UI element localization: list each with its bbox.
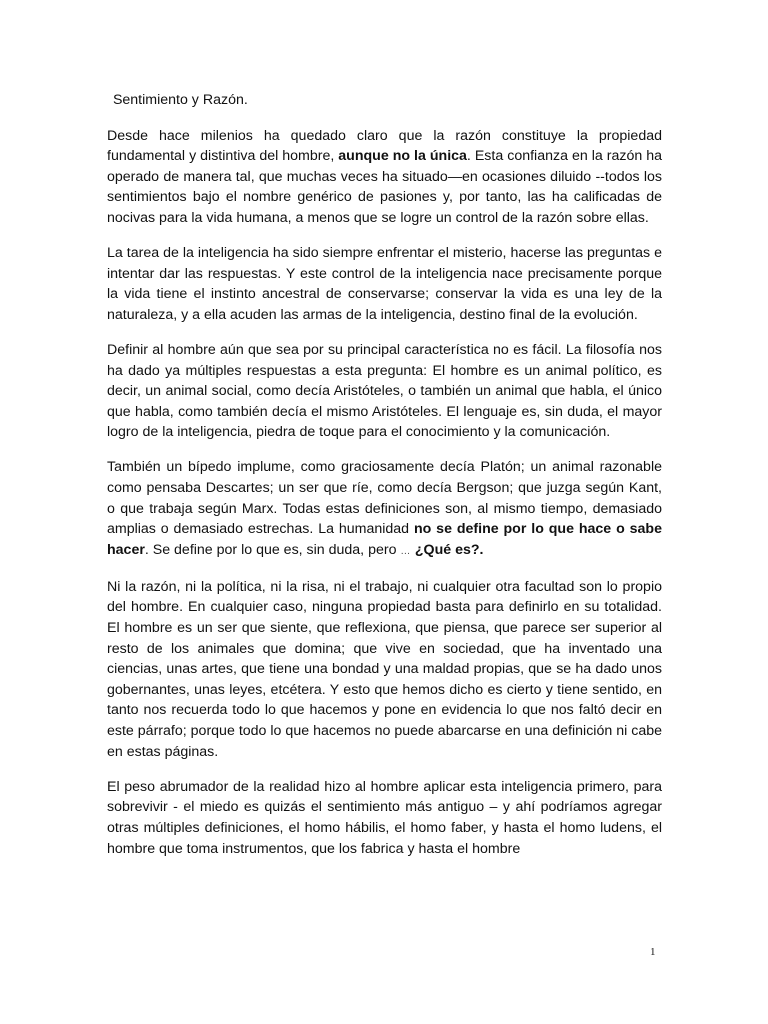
paragraph-4-ellipsis: …: [400, 545, 411, 557]
paragraph-4-bold: no se define por lo que hace o sabe hacer: [107, 521, 662, 558]
document-title: Sentimiento y Razón.: [109, 92, 248, 108]
paragraph-4: [107, 457, 662, 562]
paragraph-4-question: ¿Qué es?.: [414, 541, 484, 558]
paragraph-1-bold: aunque no la única: [338, 148, 467, 165]
paragraph-1: [107, 126, 662, 229]
paragraph-3: Definir al hombre aún que sea por su principal característica no es fácil. La filosofía nos ha dado ya múltiples respuestas a esta pregunta: El hombre es un animal político, es decir, un animal social, como decía Aristóteles, o también un animal que habla, el único que habla, como también decía el mismo Aristóteles. El lenguaje es, sin duda, el mayor logro de la inteligencia, piedra de toque para el conocimiento y la comunicación.: [107, 341, 662, 441]
paragraph-4-text-c: . Se define por lo que es, sin duda, pero: [144, 541, 401, 558]
paragraph-2: La tarea de la inteligencia ha sido siempre enfrentar el misterio, hacerse las preguntas e intentar dar las respuestas. Y este control de la inteligencia nace precisamente porque la vida tiene el instinto ancestral de conservarse; conservar la vida es una ley de la naturaleza, y a ella acuden las armas de la inteligencia, destino final de la evolución.: [107, 245, 662, 323]
paragraph-4-text-a: También un bípedo implume, como graciosamente decía Platón; un animal razonable como pensaba Descartes; un ser que ríe, como decía Bergson; que juzga según Kant, o que trabaja según Marx. Todas estas definiciones son, al mismo tiempo, demasiado amplias o demasiado estrechas. La humanidad: [107, 459, 662, 538]
paragraph-6: El peso abrumador de la realidad hizo al hombre aplicar esta inteligencia primero, para sobrevivir - el miedo es quizás el sentimiento más antiguo – y ahí podríamos agregar otras múltiples definiciones, el homo hábilis, el homo faber, y hasta el homo ludens, el hombre que toma instrumentos, que los fabrica y hasta el hombre: [107, 778, 662, 857]
page-number: 1: [650, 946, 656, 958]
paragraph-5: Ni la razón, ni la política, ni la risa, ni el trabajo, ni cualquier otra facultad son lo propio del hombre. En cualquier caso, ninguna propiedad basta para definirlo en su totalidad. El hombre es un ser que siente, que reflexiona, que piensa, que parece ser superior al resto de los animales que domina; que vive en sociedad, que ha inventado una ciencias, unas artes, que tiene una bondad y una maldad propias, que se ha dado unos gobernantes, unas leyes, etcétera. Y esto que hemos dicho es cierto y tiene sentido, en tanto nos recuerda todo lo que hacemos y pone en evidencia lo que nos faltó decir en este párrafo; porque todo lo que hacemos no puede abarcarse en una definición ni cabe en estas páginas.: [107, 578, 662, 760]
document-body: [107, 90, 662, 874]
paragraph-1-text-c: . Esta confianza en la razón ha operado de manera tal, que muchas veces ha situado—en ocasiones diluido --todos los sentimientos bajo el nombre genérico de pasiones y, por tanto, las ha calificadas de nocivas para la vida humana, a menos que se logre un control de la razón sobre ellas.: [107, 148, 662, 226]
paragraph-1-text-a: Desde hace milenios ha quedado claro que la razón constituye la propiedad fundamental y distintiva del hombre,: [107, 127, 662, 165]
